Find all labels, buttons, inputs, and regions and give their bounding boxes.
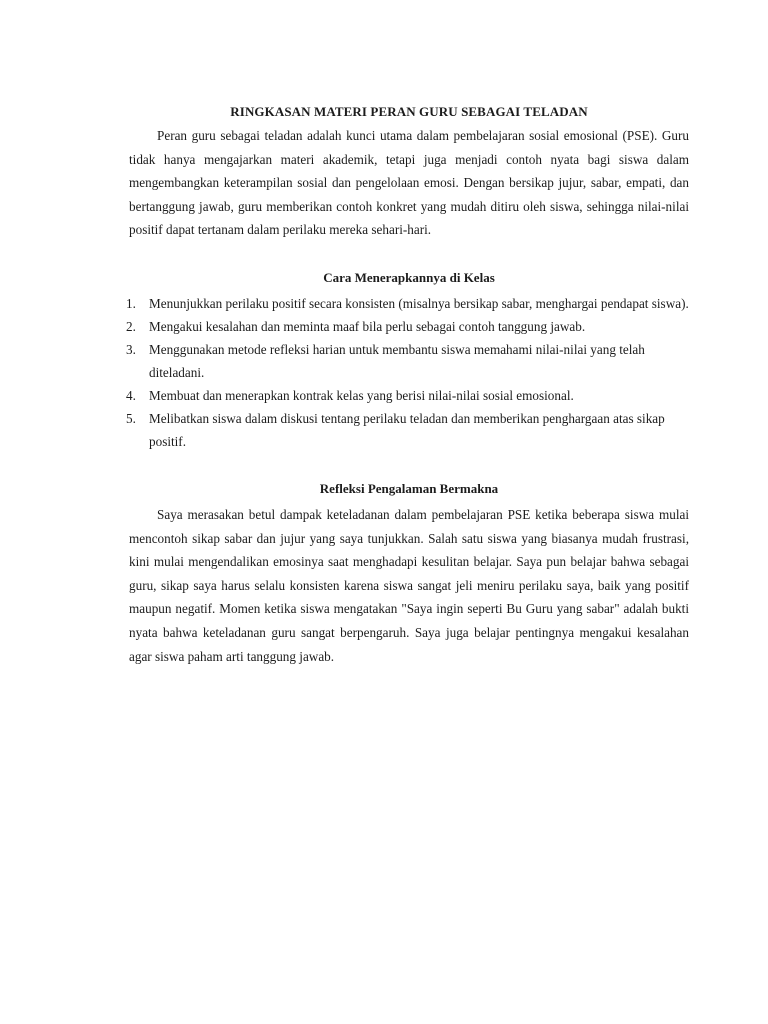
document-page [126, 104, 689, 668]
list-item-number: 2. [126, 318, 136, 334]
list-item-number: 4. [126, 387, 136, 403]
list-item [128, 338, 689, 384]
list-item-text: Menggunakan metode refleksi harian untuk membantu siswa memahami nilai-nilai yang telah diteladani. [149, 341, 645, 380]
list-item [128, 407, 689, 453]
list-item [128, 384, 689, 407]
list-item-text: Menunjukkan perilaku positif secara konsisten (misalnya bersikap sabar, menghargai pendapat siswa). [149, 295, 689, 311]
list-item-text: Membuat dan menerapkan kontrak kelas yang berisi nilai-nilai sosial emosional. [149, 387, 574, 403]
list-item-number: 5. [126, 410, 136, 426]
document-title: RINGKASAN MATERI PERAN GURU SEBAGAI TELADAN [230, 104, 588, 119]
intro-paragraph: Peran guru sebagai teladan adalah kunci utama dalam pembelajaran sosial emosional (PSE). Guru tidak hanya mengajarkan materi akademik, tetapi juga menjadi contoh nyata bagi siswa dalam mengembangkan keterampilan sosial dan pengelolaan emosi. Dengan bersikap jujur, sabar, empati, dan bertanggung jawab, guru memberikan contoh konkret yang mudah ditiru oleh siswa, sehingga nilai-nilai positif dapat tertanam dalam perilaku mereka sehari-hari. [129, 128, 689, 238]
list-item-number: 3. [126, 341, 136, 357]
list-item [128, 292, 689, 315]
list-item-number: 1. [126, 295, 136, 311]
steps-list [126, 292, 689, 453]
list-item [128, 315, 689, 338]
list-item-text: Mengakui kesalahan dan meminta maaf bila perlu sebagai contoh tanggung jawab. [149, 318, 586, 334]
section-heading-refleksi: Refleksi Pengalaman Bermakna [319, 480, 499, 496]
section-heading-cara-menerapkan: Cara Menerapkannya di Kelas [323, 269, 495, 285]
reflection-paragraph: Saya merasakan betul dampak keteladanan dalam pembelajaran PSE ketika beberapa siswa mulai mencontoh sikap sabar dan jujur yang saya tunjukkan. Salah satu siswa yang biasanya mudah frustrasi, kini mulai mengendalikan emosinya saat menghadapi kesulitan belajar. Saya pun belajar bahwa sebagai guru, sikap saya harus selalu konsisten karena siswa sangat jeli meniru perilaku saya, baik yang positif maupun negatif. Momen ketika siswa mengatakan "Saya ingin seperti Bu Guru yang sabar" adalah bukti nyata bahwa keteladanan guru sangat berpengaruh. Saya juga belajar pentingnya mengakui kesalahan agar siswa paham arti tanggung jawab. [129, 506, 689, 664]
list-item-text: Melibatkan siswa dalam diskusi tentang perilaku teladan dan memberikan penghargaan atas sikap positif. [149, 410, 665, 449]
